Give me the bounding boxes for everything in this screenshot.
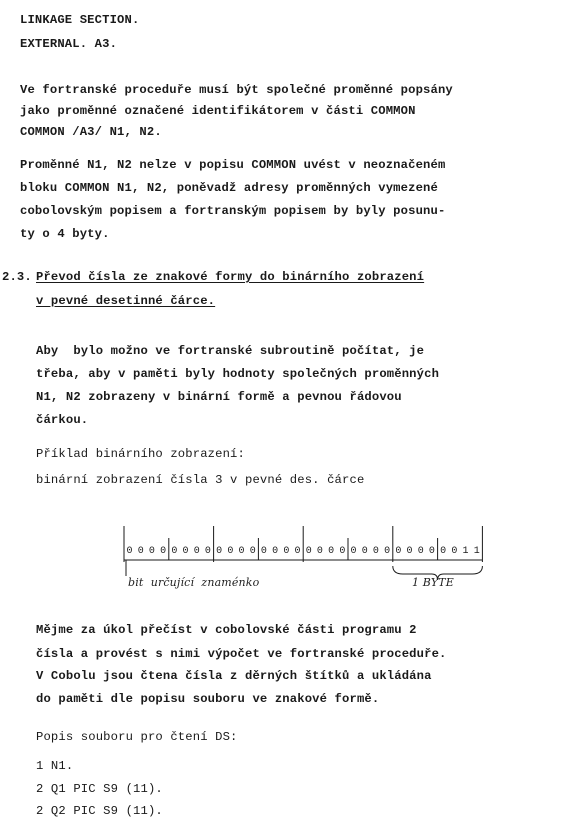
bit-cells <box>124 526 482 580</box>
paragraph-3-line-3: N1, N2 zobrazeny v binární formě a pevnou řádovou <box>36 390 402 404</box>
bit-value: 1 <box>462 546 469 557</box>
bit-value: 0 <box>160 546 167 557</box>
bit-value: 0 <box>328 546 335 557</box>
bit-value: 0 <box>204 546 212 557</box>
bit-value: 0 <box>440 546 447 557</box>
bit-value: 0 <box>350 546 357 557</box>
bit-value: 0 <box>216 546 223 557</box>
bit-value: 0 <box>339 546 346 557</box>
bit-value: 0 <box>126 546 133 557</box>
paragraph-3-line-2: třeba, aby v paměti byly hodnoty společných proměnných <box>36 367 440 381</box>
bit-value: 0 <box>451 546 458 557</box>
bit-value: 0 <box>171 546 178 557</box>
bit-value: 1 <box>473 546 480 557</box>
file-line-2: 2 Q1 PIC S9 (11). <box>36 782 163 796</box>
paragraph-1-line-2: jako proměnné označené identifikátorem v části COMMON <box>20 104 416 118</box>
sign-bit-label: bit určující znaménko <box>128 576 260 589</box>
file-line-1: 1 N1. <box>36 759 74 773</box>
bit-value: 0 <box>316 546 324 557</box>
paragraph-4-line-2: čísla a provést s nimi výpočet ve fortranské proceduře. <box>36 647 447 661</box>
bit-value: 0 <box>417 546 424 557</box>
example-heading: Příklad binárního zobrazení: <box>36 447 245 461</box>
bit-value: 0 <box>294 546 301 557</box>
bit-value: 0 <box>372 546 380 557</box>
bit-value: 0 <box>428 546 436 557</box>
paragraph-4-line-3: V Cobolu jsou čtena čísla z děrných štítků a ukládána <box>36 669 432 683</box>
bit-value: 0 <box>305 546 312 557</box>
paragraph-4-line-1: Mějme za úkol přečíst v cobolovské části programu 2 <box>36 623 417 637</box>
bit-value: 0 <box>193 546 200 557</box>
bit-value: 0 <box>406 546 413 557</box>
section-number: 2.3. <box>2 270 32 284</box>
file-line-3: 2 Q2 PIC S9 (11). <box>36 804 163 818</box>
section-title-line-1: Převod čísla ze znakové formy do binárního zobrazení <box>36 270 425 284</box>
paragraph-1-line-3: COMMON /A3/ N1, N2. <box>20 125 162 139</box>
bit-value: 0 <box>384 546 391 557</box>
bit-value: 0 <box>283 546 290 557</box>
bit-value: 0 <box>361 546 368 557</box>
paragraph-2-line-3: cobolovským popisem a fortranským popisem by byly posunu- <box>20 204 446 218</box>
byte-label: 1 BYTE <box>412 576 454 589</box>
paragraph-1-line-1: Ve fortranské proceduře musí být společné proměnné popsány <box>20 83 453 97</box>
paragraph-4-line-4: do paměti dle popisu souboru ve znakové formě. <box>36 692 380 706</box>
section-title-line-2: v pevné desetinné čárce. <box>36 294 216 308</box>
bit-value: 0 <box>260 546 268 557</box>
linkage-section-line: LINKAGE SECTION. <box>20 13 140 27</box>
bit-value: 0 <box>272 546 279 557</box>
external-line: EXTERNAL. A3. <box>20 37 118 51</box>
bit-value: 0 <box>137 546 144 557</box>
paragraph-2-line-4: ty o 4 byty. <box>20 227 110 241</box>
example-description: binární zobrazení čísla 3 v pevné des. čárce <box>36 473 365 487</box>
bit-value: 0 <box>227 546 234 557</box>
paragraph-2-line-1: Proměnné N1, N2 nelze v popisu COMMON uvést v neoznačeném <box>20 158 446 172</box>
bit-value: 0 <box>395 546 402 557</box>
paragraph-3-line-4: čárkou. <box>36 413 89 427</box>
bit-value: 0 <box>249 546 256 557</box>
bit-value: 0 <box>148 546 156 557</box>
paragraph-2-line-2: bloku COMMON N1, N2, poněvadž adresy proměnných vymezené <box>20 181 438 195</box>
bit-value: 0 <box>238 546 245 557</box>
paragraph-3-line-1: Aby bylo možno ve fortranské subroutině počítat, je <box>36 344 425 358</box>
file-description-title: Popis souboru pro čtení DS: <box>36 730 238 744</box>
bit-value: 0 <box>182 546 189 557</box>
